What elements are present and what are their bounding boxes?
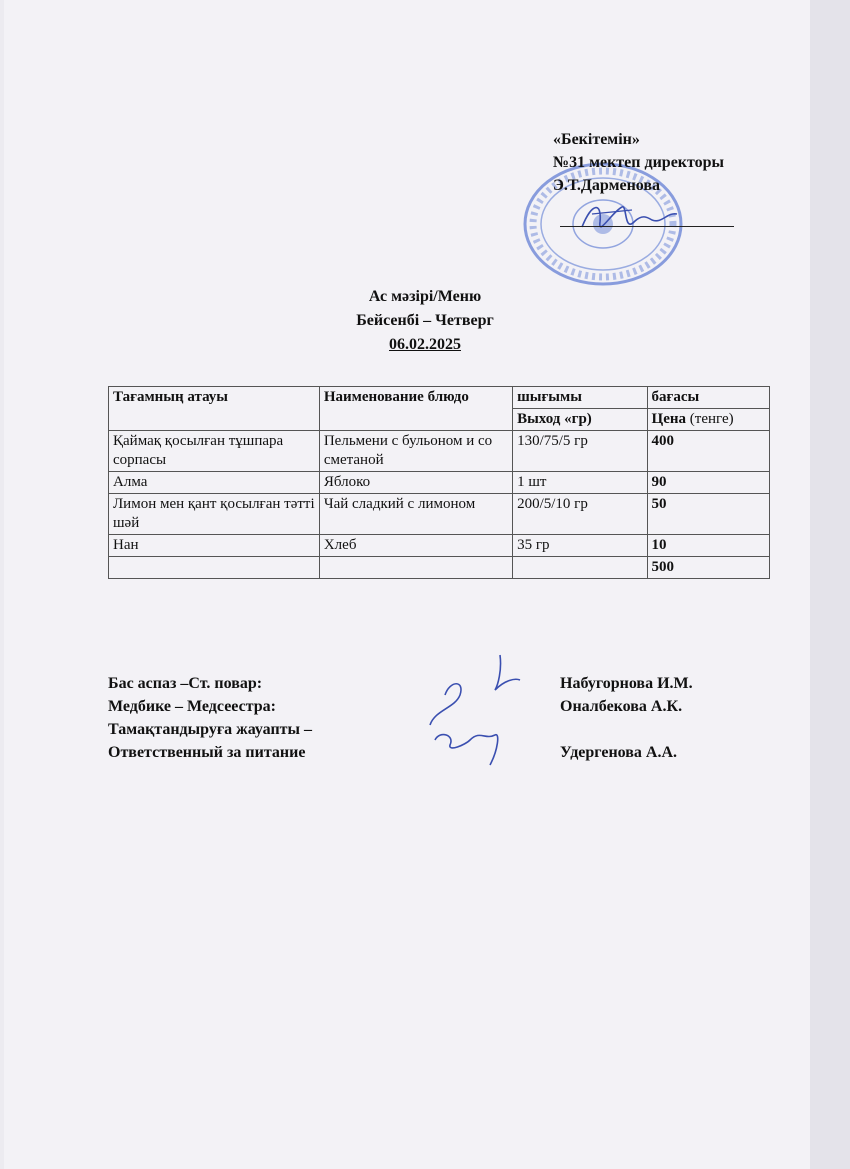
cell-kz: Алма bbox=[109, 472, 320, 494]
staff-signatures bbox=[410, 650, 530, 780]
table-total-row bbox=[109, 557, 770, 579]
table-row bbox=[109, 431, 770, 472]
header-price-kz: бағасы bbox=[647, 387, 769, 409]
header-price-ru-bold: Цена bbox=[651, 411, 687, 427]
cell-output: 1 шт bbox=[513, 472, 647, 494]
cell-price: 400 bbox=[647, 431, 769, 472]
role-nurse: Медбике – Медсеестра: bbox=[108, 698, 276, 715]
header-output-ru: Выход «гр) bbox=[513, 409, 647, 431]
day-title: Бейсенбі – Четверг bbox=[356, 312, 494, 329]
total-price: 500 bbox=[647, 557, 769, 579]
cell-output: 35 гр bbox=[513, 535, 647, 557]
header-price-ru bbox=[647, 409, 769, 431]
cell-price: 50 bbox=[647, 494, 769, 535]
signature-line bbox=[560, 226, 734, 227]
cell-output: 130/75/5 гр bbox=[513, 431, 647, 472]
cell-ru: Яблоко bbox=[319, 472, 512, 494]
menu-title: Ас мәзірі/Меню bbox=[368, 288, 482, 305]
header-ru-name: Наименование блюдо bbox=[319, 387, 512, 431]
cell-kz: Қаймақ қосылған тұшпара сорпасы bbox=[109, 431, 320, 472]
cell-kz: Лимон мен қант қосылған тәтті шәй bbox=[109, 494, 320, 535]
director-signature bbox=[572, 192, 682, 242]
table-row bbox=[109, 494, 770, 535]
scan-edge bbox=[810, 0, 850, 1169]
menu-date: 06.02.2025 bbox=[389, 336, 461, 353]
cell-ru: Чай сладкий с лимоном bbox=[319, 494, 512, 535]
name-chef: Набугорнова И.М. bbox=[560, 675, 693, 692]
title-block bbox=[0, 285, 850, 357]
role-responsible-kz: Тамақтандыруға жауапты – bbox=[108, 721, 313, 738]
cell-price: 10 bbox=[647, 535, 769, 557]
cell-ru: Хлеб bbox=[319, 535, 512, 557]
cell-empty bbox=[513, 557, 647, 579]
cell-output: 200/5/10 гр bbox=[513, 494, 647, 535]
approval-block bbox=[553, 128, 813, 197]
staff-names bbox=[560, 672, 693, 764]
table-row bbox=[109, 472, 770, 494]
menu-table bbox=[108, 386, 770, 579]
cell-ru: Пельмени с бульоном и со сметаной bbox=[319, 431, 512, 472]
cell-kz: Нан bbox=[109, 535, 320, 557]
role-chef: Бас аспаз –Ст. повар: bbox=[108, 675, 263, 692]
name-nurse: Оналбекова А.К. bbox=[560, 698, 683, 715]
approval-position: №31 мектеп директоры bbox=[553, 154, 725, 171]
table-header-row bbox=[109, 387, 770, 409]
approval-heading: «Бекітемін» bbox=[553, 131, 640, 148]
cell-price: 90 bbox=[647, 472, 769, 494]
table-row bbox=[109, 535, 770, 557]
staff-roles bbox=[108, 672, 312, 764]
header-price-ru-unit: (тенге) bbox=[689, 411, 734, 427]
approval-name: Э.Т.Дарменова bbox=[553, 177, 661, 194]
role-responsible-ru: Ответственный за питание bbox=[108, 744, 306, 761]
name-responsible: Удергенова А.А. bbox=[560, 744, 678, 761]
header-output-kz: шығымы bbox=[513, 387, 647, 409]
header-kz-name: Тағамның атауы bbox=[109, 387, 320, 431]
cell-empty bbox=[319, 557, 512, 579]
cell-empty bbox=[109, 557, 320, 579]
